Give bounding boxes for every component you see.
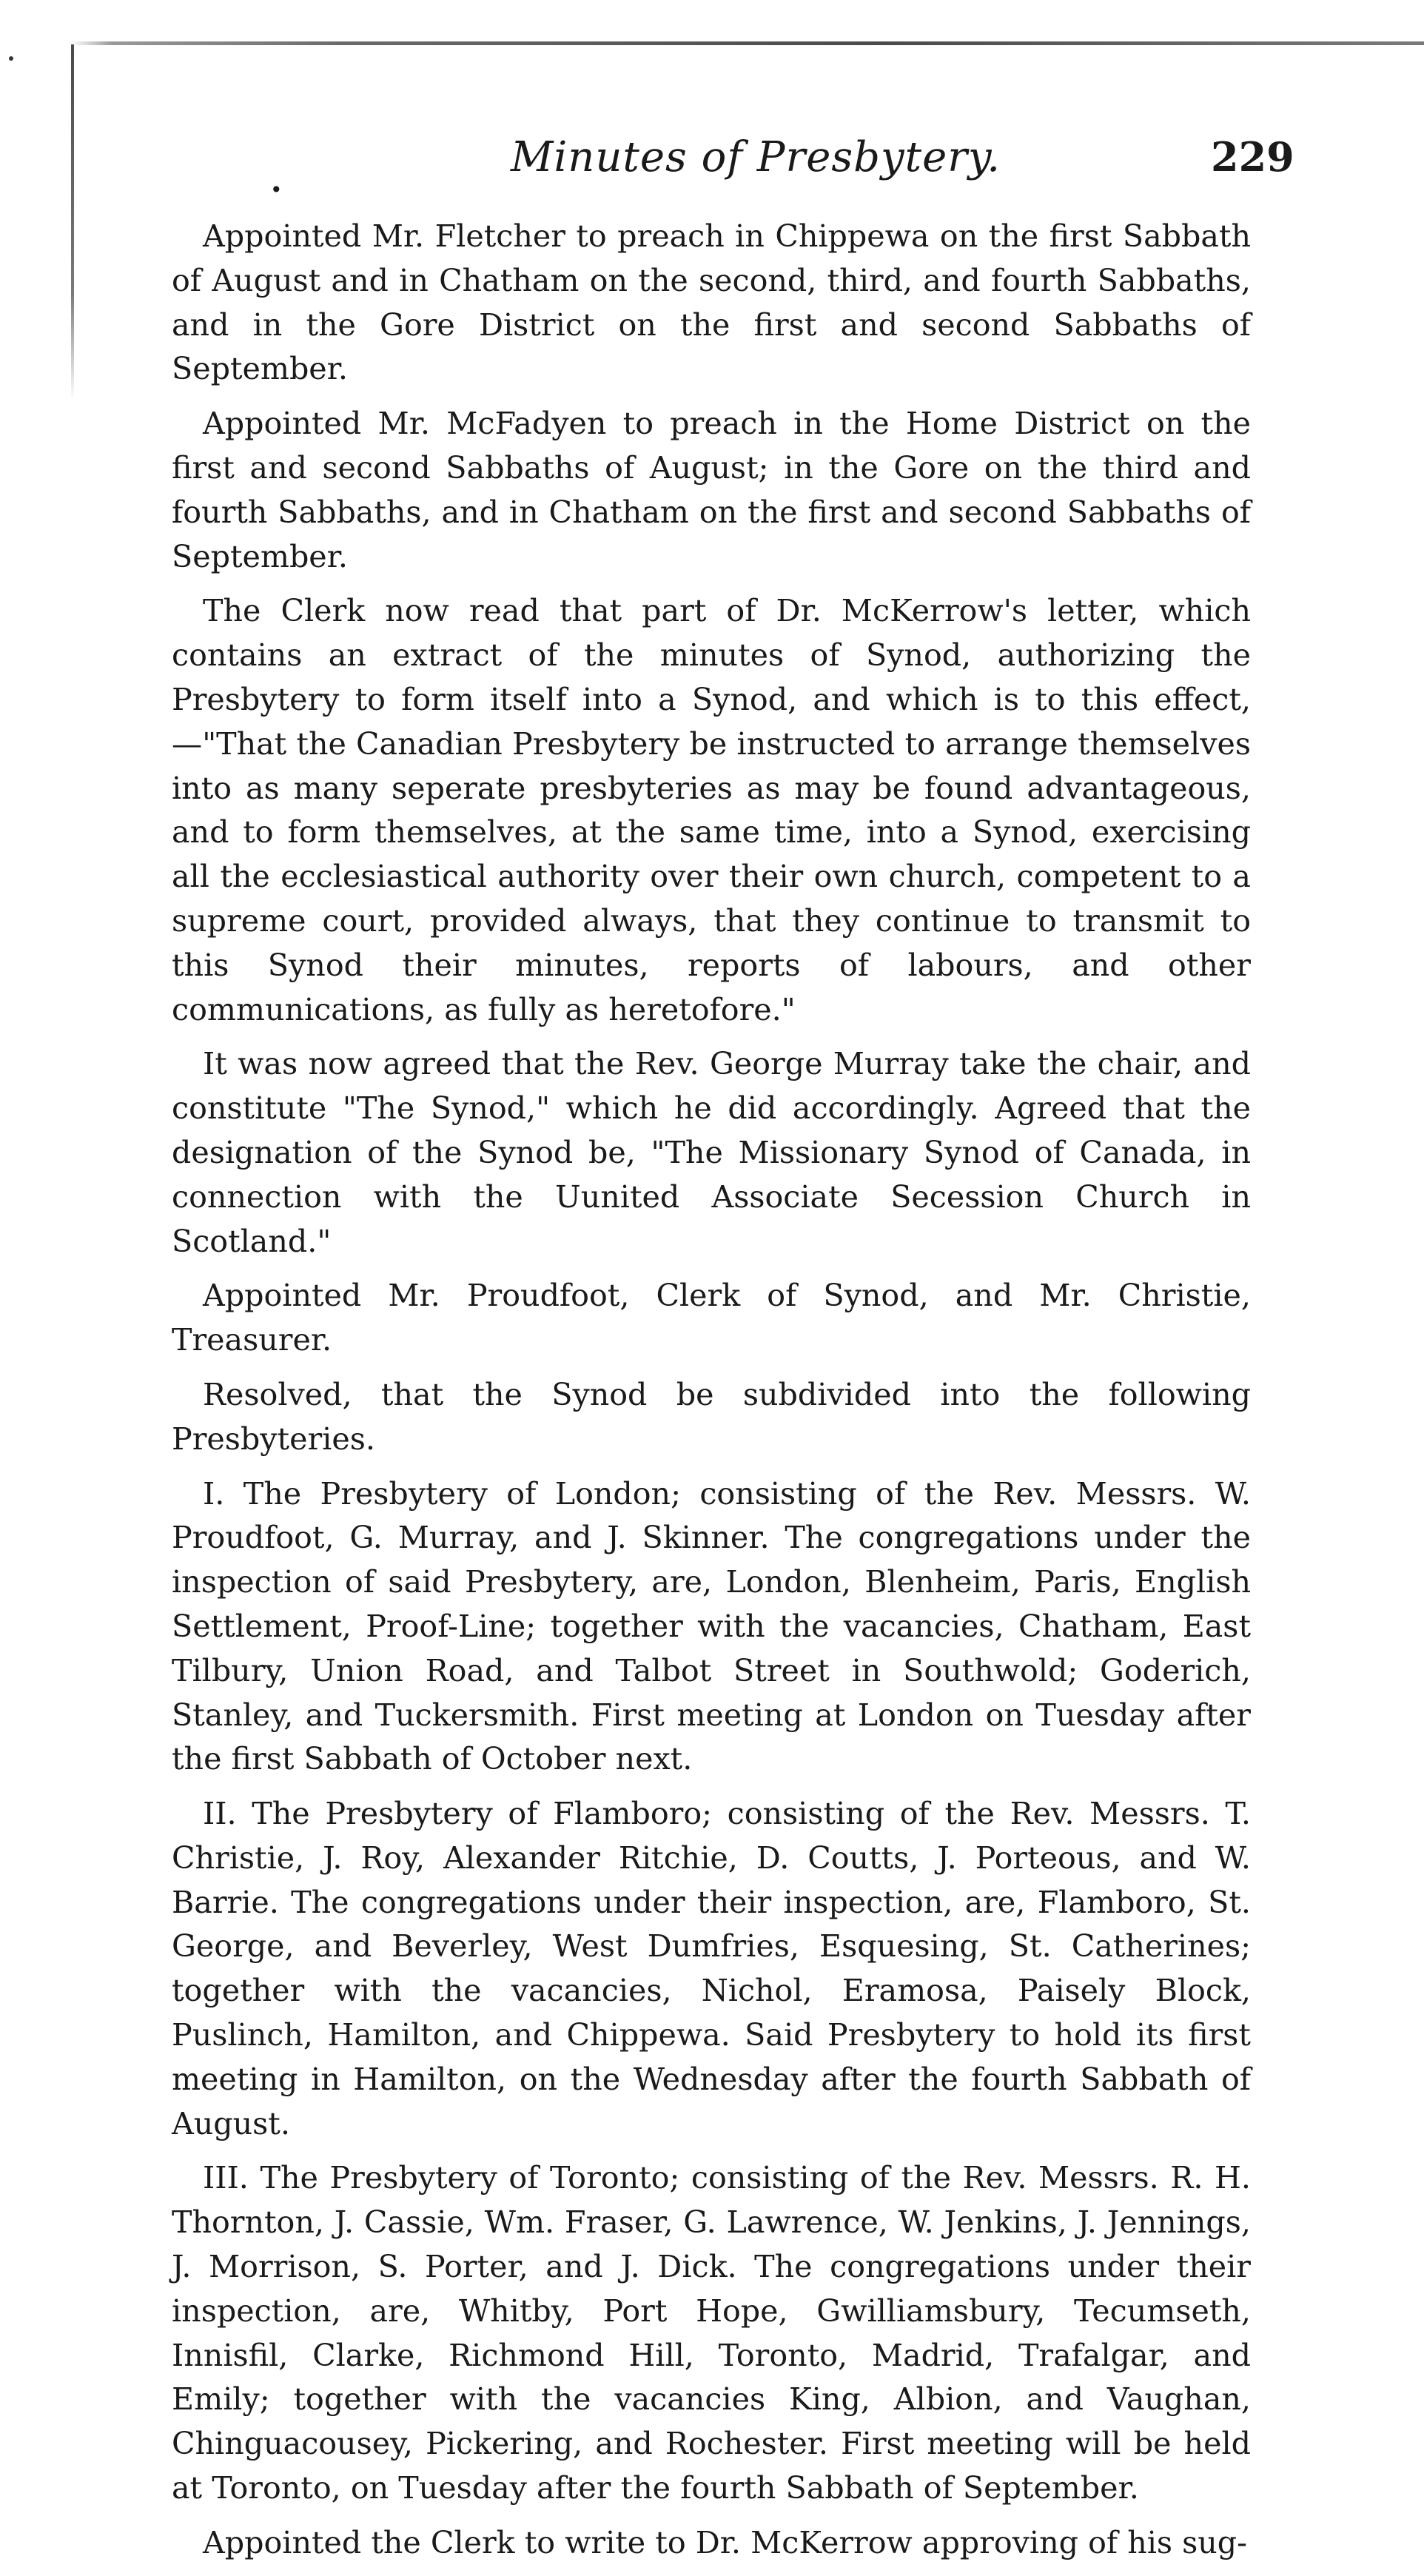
paragraph-synod-constituted: It was now agreed that the Rev. George Murray take the chair, and constitute "The Synod," which he did accordingly. Agreed that the designation of the Synod be, "The Missionary Synod of Canada, in connection with the Uunited Associate Secession Church in Scotland." [172, 1046, 1251, 1259]
paragraph-fletcher-appointment: Appointed Mr. Fletcher to preach in Chippewa on the first Sabbath of August and in Chatham on the second, third, and fourth Sabbaths, and in the Gore District on the first and second Sabbaths of September. [172, 218, 1251, 387]
running-title: Minutes of Presbytery. [511, 133, 1001, 181]
page-body [172, 215, 1251, 2576]
paragraph-mckerrow-letter: The Clerk now read that part of Dr. McKerrow's letter, which contains an extract of the minutes of Synod, authorizing the Presbytery to form itself into a Synod, and which is to this effect,—"That the Canadian Presbytery be instructed to arrange themselves into as many seperate presbyteries as may be found advantageous, and to form themselves, at the same time, into a Synod, exercising all the ecclesiastical authority over their own church, competent to a supreme court, provided always, that they continue to transmit to this Synod their minutes, reports of labours, and other communications, as fully as heretofore." [172, 593, 1251, 1027]
paragraph-presbytery-london: I. The Presbytery of London; consisting of the Rev. Messrs. W. Proudfoot, G. Murray, and J. Skinner. The congregations under the inspection of said Presbytery, are, London, Blenheim, Paris, English Settlement, Proof-Line; together with the vacancies, Chatham, East Tilbury, Union Road, and Talbot Street in Southwold; Goderich, Stanley, and Tuckersmith. First meeting at London on Tuesday after the first Sabbath of October next. [172, 1475, 1251, 1777]
paragraph-presbytery-flamboro: II. The Presbytery of Flamboro; consisting of the Rev. Messrs. T. Christie, J. Roy, Alexander Ritchie, D. Coutts, J. Porteous, and W. Barrie. The congregations under their inspection, are, Flamboro, St. George, and Beverley, West Dumfries, Esquesing, St. Catherines; together with the vacancies, Nichol, Eramosa, Paisely Block, Puslinch, Hamilton, and Chippewa. Said Presbytery to hold its first meeting in Hamilton, on the Wednesday after the fourth Sabbath of August. [172, 1796, 1251, 2141]
paragraph-clerk-letter: Appointed the Clerk to write to Dr. McKerrow approving of his sug- [203, 2524, 1248, 2560]
print-mark: • [270, 178, 283, 202]
paragraph-resolution: Resolved, that the Synod be subdivided into the following Presbyteries. [172, 1376, 1251, 1457]
top-border-rule [71, 41, 1424, 45]
print-speck [9, 56, 13, 61]
running-header [0, 133, 1424, 202]
paragraph-clerk-treasurer: Appointed Mr. Proudfoot, Clerk of Synod, and Mr. Christie, Treasurer. [172, 1278, 1251, 1358]
left-border-rule [71, 44, 74, 400]
paragraph-mcfadyen-appointment: Appointed Mr. McFadyen to preach in the Home District on the first and second Sabbaths of August; in the Gore on the third and fourth Sabbaths, and in Chatham on the first and second Sabbaths of September. [172, 406, 1251, 574]
page-number: 229 [1211, 133, 1294, 181]
paragraph-presbytery-toronto: III. The Presbytery of Toronto; consisting of the Rev. Messrs. R. H. Thornton, J. Cassie, Wm. Fraser, G. Lawrence, W. Jenkins, J. Jennings, J. Morrison, S. Porter, and J. Dick. The congregations under their inspection, are, Whitby, Port Hope, Gwilliamsbury, Tecumseth, Innisfil, Clarke, Richmond Hill, Toronto, Madrid, Trafalgar, and Emily; together with the vacancies King, Albion, and Vaughan, Chinguacousey, Pickering, and Rochester. First meeting will be held at Toronto, on Tuesday after the fourth Sabbath of September. [172, 2160, 1251, 2506]
